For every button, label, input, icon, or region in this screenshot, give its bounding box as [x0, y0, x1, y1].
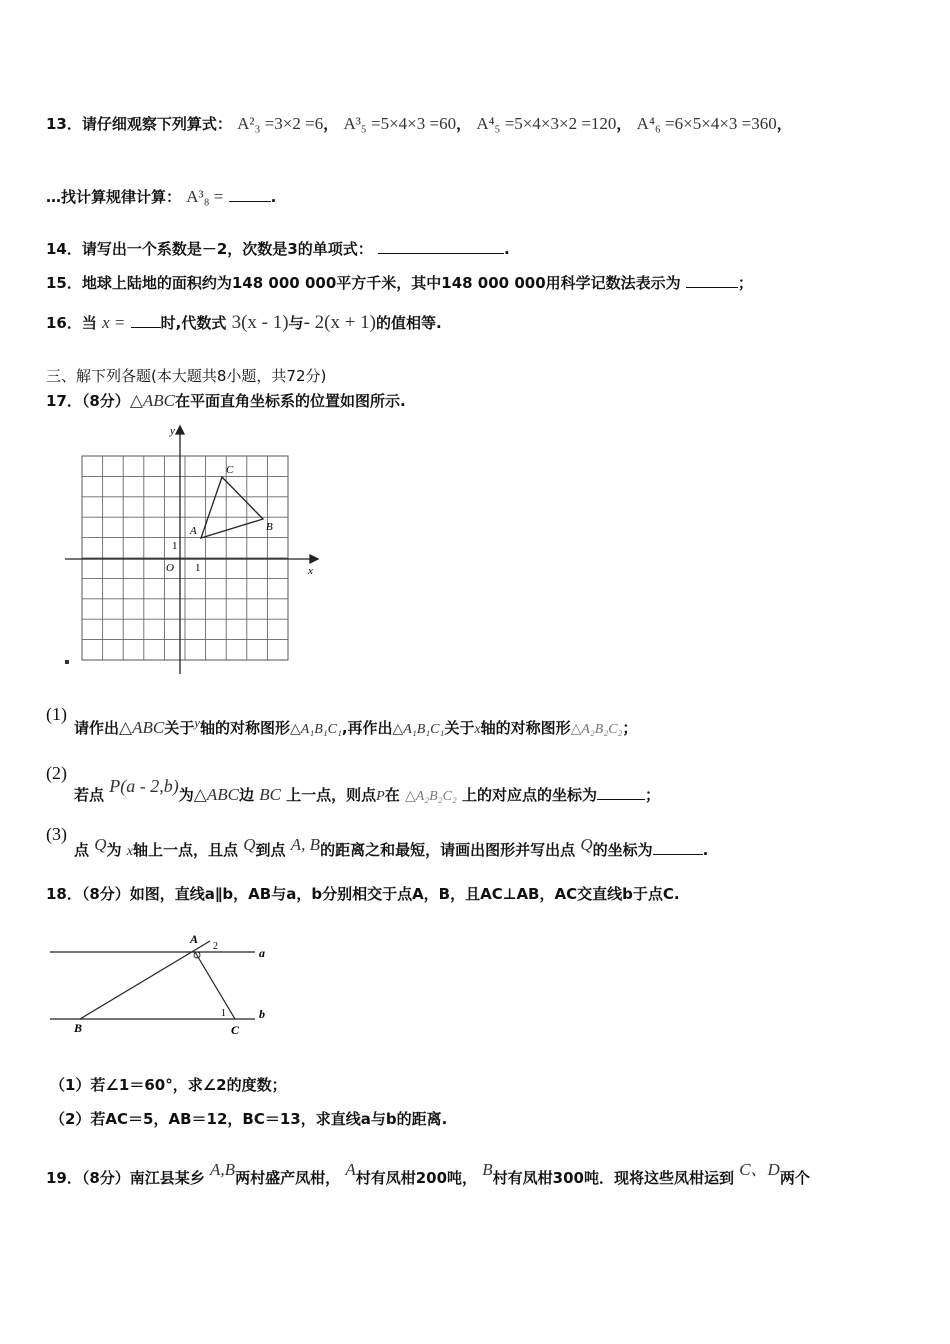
scan-dot: [65, 660, 69, 664]
q17-p2-b: 为: [178, 786, 194, 804]
label-point-a: A: [190, 525, 197, 537]
q13-line2: …找计算规律计算： A³₈ = .: [46, 187, 277, 206]
q13-sep-2: ，: [456, 115, 472, 133]
q15-text: 15．地球上陆地的面积约为148 000 000平方千米，其中148 000 000用科学记数法表示为: [46, 274, 681, 292]
q18-figure: [45, 928, 285, 1038]
q13-formula-4: A⁴₆ =6×5×4×3 =360: [636, 114, 777, 133]
q17-p2-f: 上的对应点的坐标为: [462, 786, 598, 804]
q17-p2-e: 在: [384, 786, 400, 804]
q14-text: 14．请写出一个系数是－2，次数是3的单项式：: [46, 240, 373, 258]
label-a-point: A: [190, 932, 199, 946]
q17-p2-answer-blank[interactable]: [597, 785, 645, 800]
q17-p1-tri-abc: △ABC: [119, 718, 165, 737]
q17-p1-e: 关于: [444, 719, 475, 737]
q14-answer-blank[interactable]: [378, 239, 504, 254]
triangle-abc: [201, 477, 263, 538]
q14-line: 14．请写出一个系数是－2，次数是3的单项式： .: [46, 240, 510, 258]
label-line-a: a: [259, 946, 265, 960]
q17-p3-q2: Q: [243, 835, 256, 854]
q17-p1-b: 关于: [164, 719, 195, 737]
q17-p1-tri-a1b1c1-2: △A₁B₁C₁: [392, 722, 445, 737]
label-point-c: C: [226, 464, 234, 476]
q17-part1-number: (1): [46, 704, 67, 724]
label-line-b: b: [259, 1007, 265, 1021]
q19-d: 村有凤柑300吨．现将这些凤柑运到: [492, 1169, 734, 1187]
q17-p1-c: 轴的对称图形: [200, 719, 291, 737]
q13-sep-1: ，: [323, 115, 339, 133]
q19-line: [46, 1155, 810, 1188]
q18-sub2: [50, 1108, 447, 1129]
q19-ab: A,B: [210, 1160, 236, 1179]
q19-a: 19．（8分）南江县某乡: [46, 1169, 205, 1187]
label-x-one: 1: [195, 562, 201, 574]
q17-p1-g: ；: [622, 719, 638, 737]
q17-heading: [46, 390, 406, 411]
q19-e: 两个: [779, 1169, 810, 1187]
q13-formula-3: A⁴₅ =5×4×3×2 =120: [476, 114, 617, 133]
label-x: x: [308, 565, 313, 577]
q19-cd: C、D: [739, 1160, 780, 1179]
q13-formula-2: A³₅ =5×4×3 =60: [343, 114, 457, 133]
q17-p3-q: Q: [94, 835, 107, 854]
q17-p2-g: ；: [645, 786, 661, 804]
label-angle-1: 1: [221, 1008, 226, 1019]
label-y-one: 1: [172, 540, 178, 552]
q19-village-b: B: [482, 1160, 493, 1179]
q17-p2-c: 边: [238, 786, 254, 804]
q13-line1: [46, 113, 792, 134]
q17-p1-d: ,再作出: [341, 719, 393, 737]
q13-target: A³₈ =: [186, 187, 224, 206]
q18-sub1: [50, 1074, 287, 1095]
label-point-b: B: [266, 521, 273, 533]
q17-part3-number: (3): [46, 824, 67, 844]
q18-sub2-text: （2）若AC＝5，AB＝12，BC＝13，求直线a与b的距离.: [50, 1110, 448, 1128]
q17-p3-q3: Q: [580, 835, 593, 854]
label-c-point: C: [231, 1023, 240, 1037]
q13-line2-text: …找计算规律计算：: [46, 188, 182, 206]
q13-sep-4: ，: [776, 115, 792, 133]
q17-p3-e: 的距离之和最短，请画出图形并写出点: [320, 841, 576, 859]
q16-x: x =: [102, 313, 126, 332]
q15-answer-blank[interactable]: [686, 273, 738, 288]
q17-p2-a: 若点: [74, 786, 105, 804]
section-3-title: [46, 365, 326, 386]
q13-answer-blank[interactable]: [229, 187, 271, 202]
label-origin: O: [166, 562, 174, 574]
q17-p3-c: 轴上一点，且点: [133, 841, 239, 859]
q17-p2-p: P: [376, 789, 385, 804]
q17-p1-a: 请作出: [74, 719, 120, 737]
q17-p3-ab: A, B: [290, 835, 321, 854]
q17-text: 在平面直角坐标系的位置如图所示.: [175, 392, 406, 410]
q19-village-a: A: [345, 1160, 356, 1179]
section-3-title-text: 三、解下列各题(本大题共8小题，共72分): [46, 367, 327, 385]
q16-mid: 时,代数式: [160, 314, 227, 332]
q17-part2: [74, 776, 660, 805]
q13-sep-3: ，: [616, 115, 632, 133]
q16-line: [46, 312, 442, 334]
q13-lead: 请仔细观察下列算式：: [81, 115, 232, 133]
q17-p3-d: 到点: [255, 841, 286, 859]
q16-answer-blank[interactable]: [131, 313, 161, 328]
q17-p2-point-p: P(a - 2,b): [109, 776, 179, 796]
q17-p3-answer-blank[interactable]: [653, 840, 703, 855]
q16-and: 与: [288, 314, 304, 332]
q16-expr-2: - 2(x + 1): [303, 312, 377, 333]
label-angle-2: 2: [213, 941, 218, 952]
q18-text: 18．（8分）如图，直线a∥b，AB与a，b分别相交于点A，B，且AC⊥AB，AC交直线b于点C.: [46, 885, 680, 903]
q17-p2-d: 上一点，则点: [286, 786, 377, 804]
q17-part2-number: (2): [46, 763, 67, 783]
q17-p3-g: .: [702, 841, 709, 859]
q17-p2-tri-a2b2c2: △A₂B₂C₂: [404, 789, 457, 804]
q17-triangle: △ABC: [129, 391, 175, 410]
q17-part1: [74, 715, 637, 738]
q17-p3-a: 点: [74, 841, 90, 859]
q17-p2-bc: BC: [259, 785, 281, 804]
q17-p2-tri-abc: △ABC: [193, 785, 239, 804]
q17-p1-x: x: [474, 722, 481, 737]
x-axis-arrow: [310, 555, 318, 563]
label-b-point: B: [74, 1021, 83, 1035]
q16-expr-1: 3(x - 1): [231, 312, 289, 333]
q19-c: 村有凤柑200吨，: [355, 1169, 478, 1187]
q19-b: 两村盛产凤柑，: [235, 1169, 341, 1187]
q17-p1-y: y: [194, 715, 200, 730]
q16-pre: 16．当: [46, 314, 97, 332]
q17-head: 17．（8分）: [46, 392, 130, 410]
q17-p3-x: x: [126, 844, 133, 859]
q17-p3-b: 为: [106, 841, 122, 859]
q13-number: 13．: [46, 115, 82, 133]
q17-p1-tri-a2b2c2: △A₂B₂C₂: [570, 722, 623, 737]
q17-p1-f: 轴的对称图形: [480, 719, 571, 737]
q17-p1-tri-a1b1c1: △A₁B₁C₁: [290, 722, 342, 737]
segment-ac: [195, 952, 235, 1019]
q17-coordinate-figure: [60, 422, 330, 677]
q16-post: 的值相等.: [376, 314, 442, 332]
segment-ab: [80, 941, 210, 1019]
q17-part3: [74, 835, 708, 860]
q18-heading: [46, 883, 680, 904]
q18-sub1-text: （1）若∠1＝60°，求∠2的度数；: [50, 1076, 287, 1094]
q15-line: 15．地球上陆地的面积约为148 000 000平方千米，其中148 000 000用科学记数法表示为 ；: [46, 274, 753, 292]
q13-formula-1: A²₃ =3×2 =6: [237, 114, 324, 133]
q17-p3-f: 的坐标为: [592, 841, 653, 859]
y-axis-arrow: [176, 426, 184, 434]
label-y: y: [170, 425, 175, 437]
